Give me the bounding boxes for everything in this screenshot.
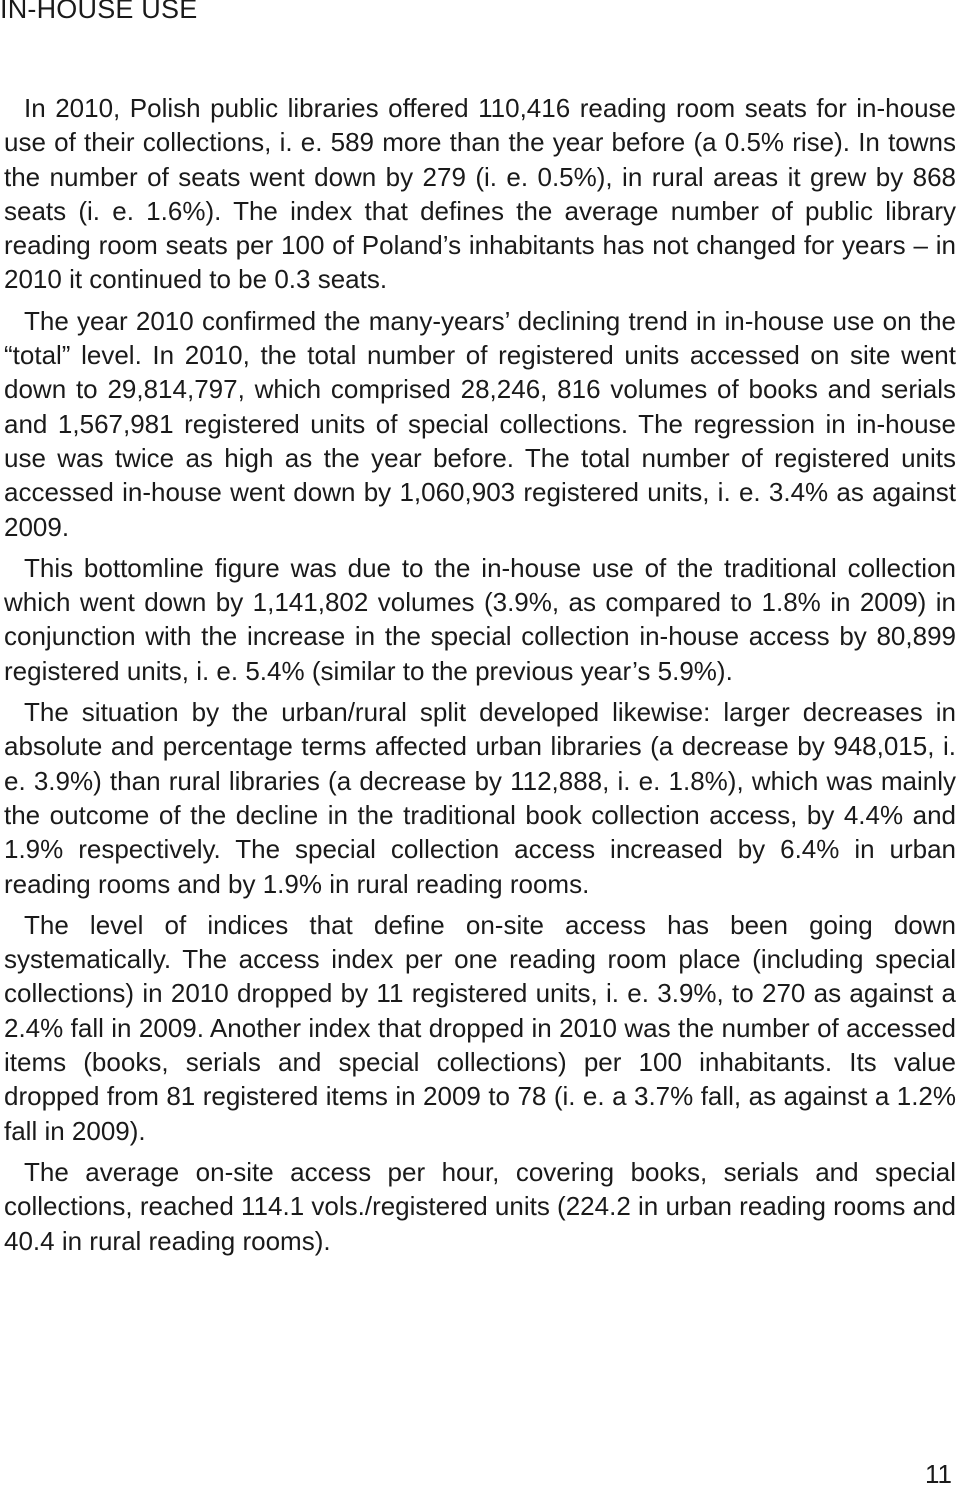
paragraph-traditional-collection: This bottomline figure was due to the in-house use of the traditional collection which went down by 1,141,802 volumes (3.9%, as compared to 1.8% in 2009) in conjunction with the increase in the special collection in-house access by 80,899 registered units, i. e. 5.4% (similar to the previous year’s 5.9%). (4, 552, 956, 686)
body-text (4, 91, 956, 1258)
paragraph-hourly-access: The average on-site access per hour, covering books, serials and special collections, reached 114.1 vols./registered units (224.2 in urban reading rooms and 40.4 in rural reading rooms). (4, 1156, 956, 1256)
section-heading: IN-HOUSE USE (0, 0, 198, 24)
paragraph-declining-trend: The year 2010 confirmed the many-years’ declining trend in in-house use on the “total” level. In 2010, the total number of registered units accessed on site went down to 29,814,797, which comprised 28,246, 816 volumes of books and serials and 1,567,981 registered units of special collections. The regression in in-house use was twice as high as the year before. The total number of registered units accessed in-house went down by 1,060,903 registered units, i. e. 3.4% as against 2009. (4, 305, 956, 542)
paragraph-reading-room-seats: In 2010, Polish public libraries offered 110,416 reading room seats for in-house use of their collections, i. e. 589 more than the year before (a 0.5% rise). In towns the number of seats went down by 279 (i. e. 0.5%), in rural areas it grew by 868 seats (i. e. 1.6%). The index that defines the average number of public library reading room seats per 100 of Poland’s inhabitants has not changed for years – in 2010 it continued to be 0.3 seats. (4, 93, 956, 295)
paragraph-urban-rural-split: The situation by the urban/rural split developed likewise: larger decreases in absolute and percentage terms affected urban libraries (a decrease by 948,015, i. e. 3.9%) than rural libraries (a decrease by 112,888, i. e. 1.8%), which was mainly the outcome of the decline in the traditional book collection access, by 4.4% and 1.9% respectively. The special collection access increased by 6.4% in urban reading rooms and by 1.9% in rural reading rooms. (4, 697, 956, 899)
paragraph-access-indices: The level of indices that define on-site access has been going down systematically. The access index per one reading room place (including special collections) in 2010 dropped by 11 registered units, i. e. 3.9%, to 270 as against a 2.4% fall in 2009. Another index that dropped in 2010 was the number of accessed items (books, serials and special collections) per 100 inhabitants. Its value dropped from 81 registered items in 2009 to 78 (i. e. a 3.7% fall, as against a 1.2% fall in 2009). (4, 909, 956, 1146)
page-number: 11 (925, 1459, 952, 1489)
